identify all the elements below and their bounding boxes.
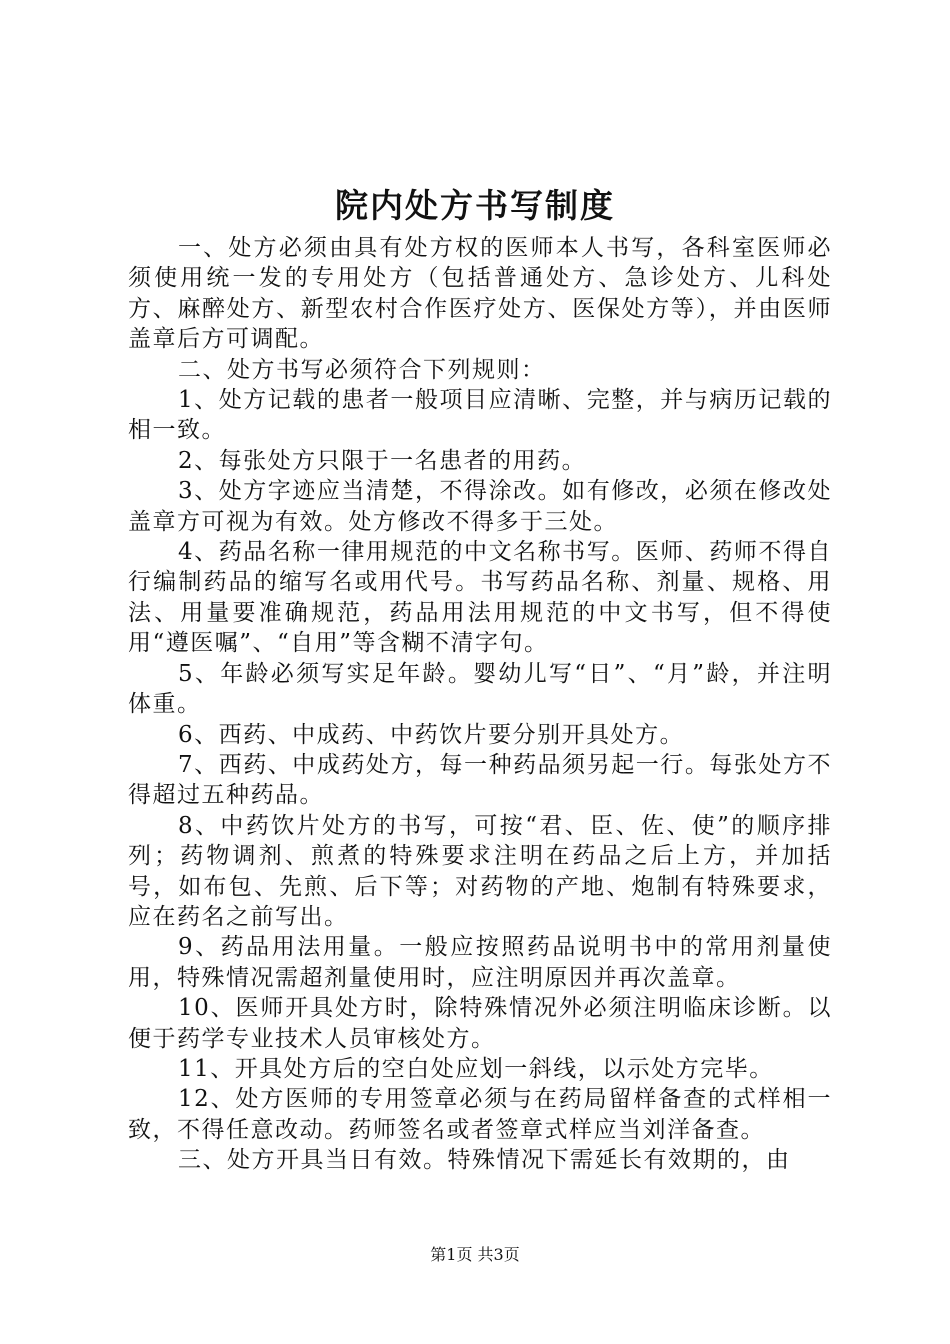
page-number-footer: 第1页 共3页 <box>430 1245 520 1264</box>
paragraph-1: 一、处方必须由具有处方权的医师本人书写，各科室医师必须使用统一发的专用处方（包括普通处方、急诊处方、儿科处方、麻醉处方、新型农村合作医疗处方、医保处方等），并由医师盖章后方可调配。 <box>128 235 832 353</box>
paragraph-14: 12、处方医师的专用签章必须与在药局留样备查的式样相一致，不得任意改动。药师签名或者签章式样应当刘洋备查。 <box>128 1086 832 1143</box>
paragraph-7: 5、年龄必须写实足年龄。婴幼儿写“日”、“月”龄，并注明体重。 <box>128 660 832 718</box>
paragraph-4: 2、每张处方只限于一名患者的用药。 <box>178 447 587 474</box>
paragraph-5: 3、处方字迹应当清楚，不得涂改。如有修改，必须在修改处盖章方可视为有效。处方修改不得多于三处。 <box>128 478 832 535</box>
paragraph-15: 三、处方开具当日有效。特殊情况下需延长有效期的，由 <box>178 1147 791 1174</box>
paragraph-8: 6、西药、中成药、中药饮片要分别开具处方。 <box>178 721 685 748</box>
paragraph-3: 1、处方记载的患者一般项目应清晰、完整，并与病历记载的相一致。 <box>128 387 832 444</box>
paragraph-9: 7、西药、中成药处方，每一种药品须另起一行。每张处方不得超过五种药品。 <box>128 751 832 809</box>
paragraph-12: 10、医师开具处方时，除特殊情况外必须注明临床诊断。以便于药学专业技术人员审核处方。 <box>128 995 832 1052</box>
paragraph-6: 4、药品名称一律用规范的中文名称书写。医师、药师不得自行编制药品的缩写名或用代号。书写药品名称、剂量、规格、用法、用量要准确规范，药品用法用规范的中文书写，但不得使用“遵医嘱”、“自用”等含糊不清字句。 <box>128 539 832 657</box>
paragraph-13: 11、开具处方后的空白处应划一斜线，以示处方完毕。 <box>178 1055 774 1082</box>
paragraph-2: 二、处方书写必须符合下列规则： <box>178 356 546 383</box>
document-title: 院内处方书写制度 <box>335 186 615 225</box>
document-body <box>128 233 832 1176</box>
paragraph-10: 8、中药饮片处方的书写，可按“君、臣、佐、使”的顺序排列；药物调剂、煎煮的特殊要求注明在药品之后上方，并加括号，如布包、先煎、后下等；对药物的产地、炮制有特殊要求，应在药名之前写出。 <box>128 812 832 930</box>
paragraph-11: 9、药品用法用量。一般应按照药品说明书中的常用剂量使用，特殊情况需超剂量使用时，应注明原因并再次盖章。 <box>128 934 832 991</box>
